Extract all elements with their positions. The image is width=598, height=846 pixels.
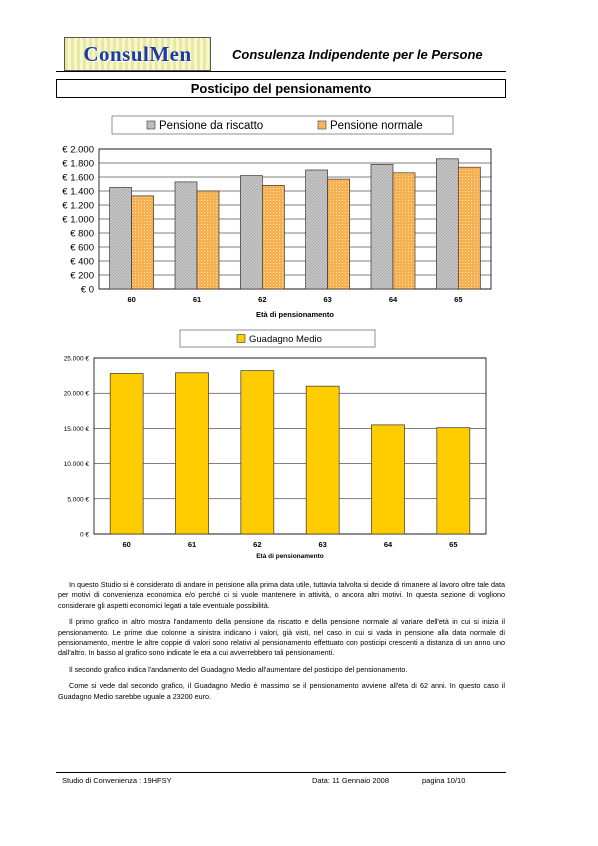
header-divider	[56, 71, 506, 72]
average-gain-chart	[0, 325, 598, 565]
x-tick-label: 60	[127, 295, 136, 304]
x-axis-label: Età di pensionamento	[256, 310, 334, 319]
legend-label: Pensione da riscatto	[159, 120, 264, 132]
plot-frame	[94, 358, 486, 534]
y-tick-label: 25.000 €	[63, 355, 89, 363]
bar	[176, 373, 209, 534]
y-tick-label: € 200	[70, 270, 94, 282]
y-tick-label: € 600	[70, 242, 94, 254]
x-tick-label: 63	[318, 540, 327, 549]
legend-label: Pensione normale	[330, 120, 423, 132]
y-tick-label: 5.000 €	[67, 496, 89, 504]
x-tick-label: 62	[258, 295, 267, 304]
logo-text: ConsulMen	[83, 41, 192, 66]
bar	[306, 170, 328, 289]
y-tick-label: € 400	[70, 256, 94, 268]
x-tick-label: 62	[253, 540, 262, 549]
x-tick-label: 65	[454, 295, 463, 304]
y-tick-label: € 1.800	[62, 158, 94, 170]
y-tick-label: € 1.000	[62, 214, 94, 226]
bar	[371, 164, 393, 289]
bar	[197, 191, 219, 289]
y-tick-label: 0 €	[79, 531, 89, 539]
bar	[437, 428, 470, 534]
x-tick-label: 61	[192, 295, 202, 304]
bar	[436, 159, 458, 289]
x-tick-label: 61	[187, 540, 197, 549]
bar	[240, 176, 262, 289]
paragraph: In questo Studio si è considerato di andare in pensione alla prima data utile, tuttavia talvolta si decide di rimanere al lavoro oltre tale data per motivi di convenienza economica e/o perché ci si vuole mantenere in attività, o ancora altri motivi. In questa sezione di vogliono considerare gli aspetti economici legati a tale eventuale possibilità.	[58, 580, 505, 610]
consulmen-logo	[64, 37, 211, 71]
bar	[306, 386, 339, 534]
x-axis-label: Età di pensionamento	[256, 553, 324, 560]
legend-swatch	[147, 121, 155, 129]
y-tick-label: € 2.000	[62, 144, 94, 156]
y-tick-label: 20.000 €	[63, 390, 89, 398]
y-tick-label: € 1.400	[62, 186, 94, 198]
legend-label: Guadagno Medio	[249, 334, 322, 345]
x-tick-label: 63	[323, 295, 332, 304]
paragraph: Il primo grafico in altro mostra l'andamento della pensione da riscatto e della pensione normale al variare dell'età in cui si inizia il pensionamento. Le prime due colonne a sinistra indicano i valori, già visti, nel caso in cui si vada in pensione alla data normale di pensionamento, mentre le altre coppie di valori sono relativi al pensionamento effettuato con posticipi crescenti a distanza di un anno uno dall'altro. In basso al grafico sono indicate le eta a cui avverrebbero tali pensionamenti.	[58, 617, 505, 658]
bar	[458, 167, 480, 289]
footer-page-number: pagina 10/10	[422, 776, 466, 785]
bar	[328, 179, 350, 289]
y-tick-label: € 0	[80, 284, 94, 296]
y-tick-label: € 800	[70, 228, 94, 240]
bar	[262, 185, 284, 289]
pension-comparison-chart	[0, 110, 598, 325]
legend-swatch	[318, 121, 326, 129]
bar	[372, 425, 405, 534]
y-tick-label: € 1.600	[62, 172, 94, 184]
x-tick-label: 64	[383, 540, 393, 549]
x-tick-label: 65	[449, 540, 458, 549]
x-tick-label: 64	[388, 295, 398, 304]
bar	[393, 173, 415, 289]
y-tick-label: 15.000 €	[63, 425, 89, 433]
footer-divider	[56, 772, 506, 773]
x-tick-label: 60	[122, 540, 131, 549]
bar	[241, 371, 274, 534]
bar	[175, 182, 197, 289]
paragraph: Il secondo grafico indica l'andamento del Guadagno Medio all'aumentare del posticipo del pensionamento.	[69, 664, 408, 674]
y-tick-label: 10.000 €	[63, 461, 89, 469]
page-title: Posticipo del pensionamento	[56, 79, 506, 98]
y-tick-label: € 1.200	[62, 200, 94, 212]
bar	[110, 373, 143, 534]
paragraph: Come si vede dal secondo grafico, il Guadagno Medio è massimo se il pensionamento avviene all'eta di 62 anni. In questo caso il Guadagno Medio sarebbe uguale a 23200 euro.	[58, 681, 505, 701]
header-tagline: Consulenza Indipendente per le Persone	[232, 47, 483, 62]
bar	[132, 196, 154, 289]
bar	[110, 188, 132, 290]
body-text	[58, 580, 505, 708]
legend-swatch	[237, 335, 245, 343]
footer-study-id: Studio di Convenienza : 19HFSY	[62, 776, 172, 785]
footer-date: Data: 11 Gennaio 2008	[312, 776, 390, 785]
